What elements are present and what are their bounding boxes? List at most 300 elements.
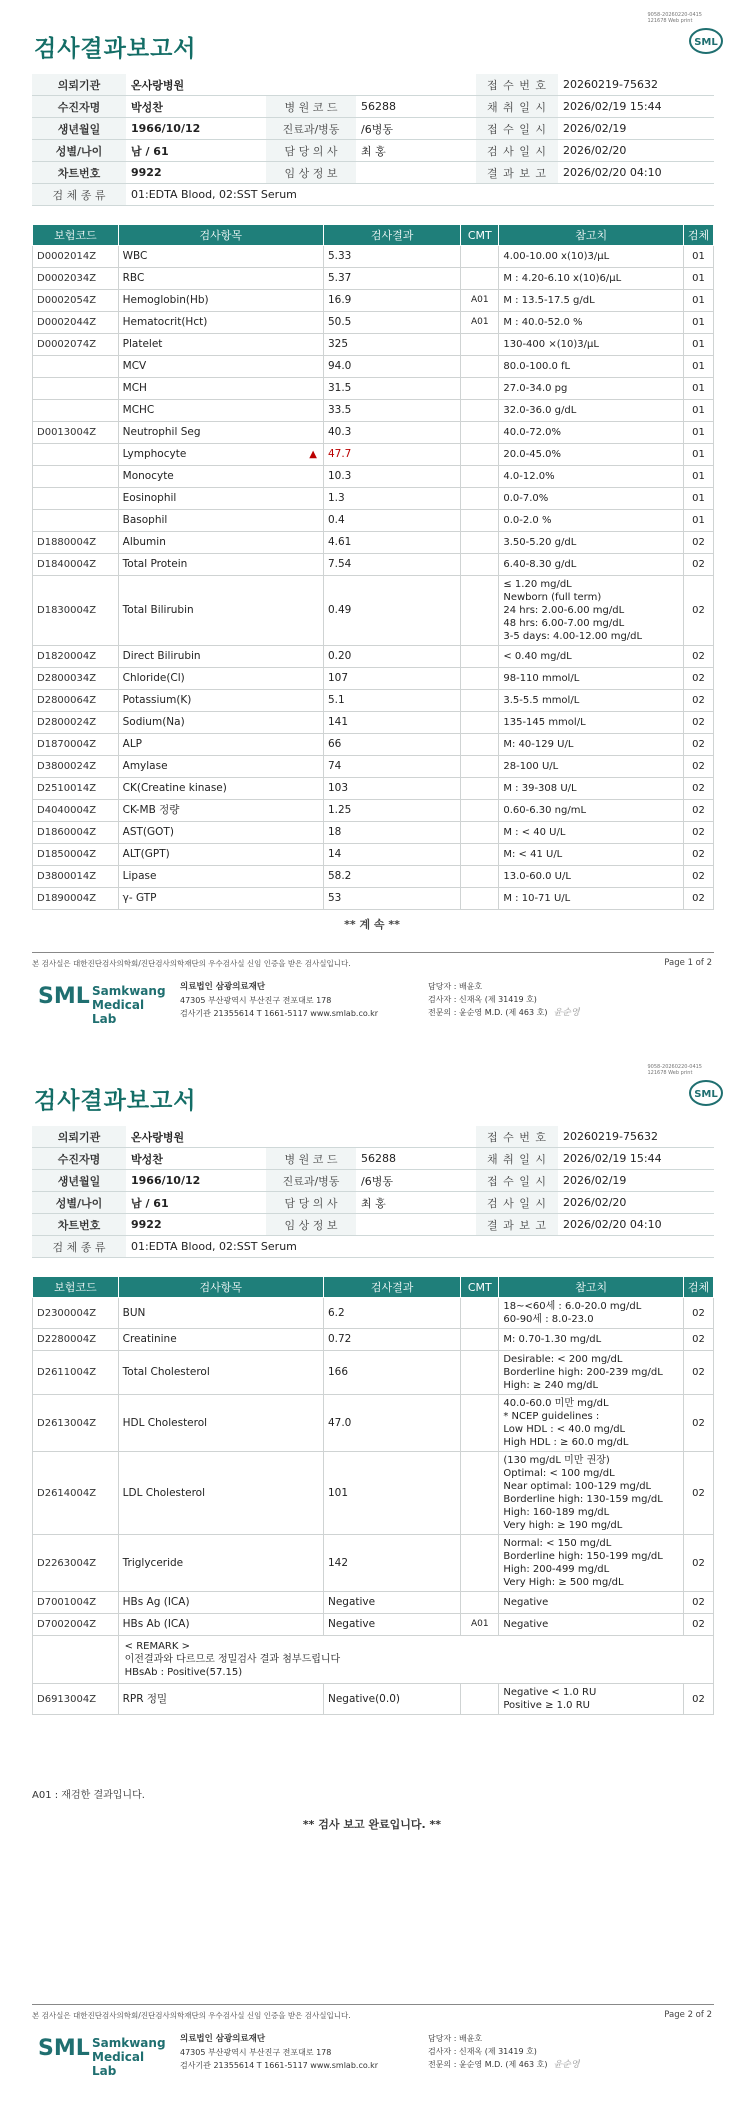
remark-row — [33, 1636, 714, 1684]
cell-result: 16.9 — [323, 290, 460, 312]
cell-result: Negative — [323, 1614, 460, 1636]
label-hospital-code: 병 원 코 드 — [266, 1148, 356, 1170]
table-row — [33, 1298, 714, 1329]
cell-code: D2263004Z — [33, 1535, 119, 1592]
table-row — [33, 866, 714, 888]
cell-reference: M : < 40 U/L — [499, 822, 684, 844]
cell-specimen: 01 — [684, 378, 714, 400]
table-row — [33, 822, 714, 844]
cell-specimen: 01 — [684, 334, 714, 356]
cell-item: Direct Bilirubin — [118, 646, 323, 668]
cell-specimen: 01 — [684, 466, 714, 488]
cell-item: HBs Ab (ICA) — [118, 1614, 323, 1636]
cell-item: HBs Ag (ICA) — [118, 1592, 323, 1614]
cell-reference: Negative < 1.0 RU Positive ≥ 1.0 RU — [499, 1684, 684, 1715]
label-collected: 채 취 일 시 — [476, 96, 558, 118]
cell-cmt: A01 — [461, 312, 499, 334]
cell-specimen: 02 — [684, 1614, 714, 1636]
label-hospital-code: 병 원 코 드 — [266, 96, 356, 118]
cell-item: Monocyte — [118, 466, 323, 488]
cell-specimen: 02 — [684, 844, 714, 866]
staff-manager: 담당자 : 배윤호 — [428, 982, 483, 991]
cell-result: 141 — [323, 712, 460, 734]
cell-cmt — [461, 778, 499, 800]
cell-cmt — [461, 422, 499, 444]
cell-specimen: 02 — [684, 888, 714, 910]
cell-reference: 40.0-60.0 미만 mg/dL * NCEP guidelines : Low HDL : < 40.0 mg/dL High HDL : ≥ 60.0 mg/dL — [499, 1395, 684, 1452]
cell-reference: 13.0-60.0 U/L — [499, 866, 684, 888]
cell-result: 325 — [323, 334, 460, 356]
footer-divider — [32, 2004, 714, 2005]
cell-item: Albumin — [118, 532, 323, 554]
table-row — [33, 268, 714, 290]
cell-result: 4.61 — [323, 532, 460, 554]
cell-specimen: 02 — [684, 668, 714, 690]
header-specimen: 검체 — [684, 225, 714, 246]
cell-result: 94.0 — [323, 356, 460, 378]
cell-item: Sodium(Na) — [118, 712, 323, 734]
cell-code — [33, 488, 119, 510]
table-row — [33, 356, 714, 378]
cell-code: D1820004Z — [33, 646, 119, 668]
page-title: 검사결과보고서 — [34, 36, 197, 62]
label-test-date: 검 사 일 시 — [476, 140, 558, 162]
samkwang-logo — [38, 2032, 166, 2078]
cell-specimen: 02 — [684, 734, 714, 756]
cell-reference: 20.0-45.0% — [499, 444, 684, 466]
table-row — [33, 1395, 714, 1452]
lab-contact: 검사기관 21355614 T 1661-5117 www.smlab.co.kr — [180, 1009, 379, 1018]
table-row — [33, 1351, 714, 1395]
label-specimen: 검 체 종 류 — [32, 1236, 126, 1258]
table-row — [33, 532, 714, 554]
cell-code: D1880004Z — [33, 532, 119, 554]
cell-code — [33, 510, 119, 532]
cell-specimen: 02 — [684, 712, 714, 734]
continued-note: ** 계 속 ** — [344, 918, 400, 931]
value-hospital-code: 56288 — [356, 96, 476, 118]
table-row — [33, 444, 714, 466]
cell-code: D0002054Z — [33, 290, 119, 312]
value-hospital-code: 56288 — [356, 1148, 476, 1170]
cell-code: D0002044Z — [33, 312, 119, 334]
cell-code: D2800034Z — [33, 668, 119, 690]
cell-cmt — [461, 246, 499, 268]
cell-item: ALT(GPT) — [118, 844, 323, 866]
logo-name-line2: Medical Lab — [92, 998, 145, 1026]
label-accession: 접 수 번 호 — [476, 74, 558, 96]
stamp-web-print: 121678 Web print — [647, 1070, 693, 1076]
cell-specimen: 02 — [684, 576, 714, 646]
cell-cmt — [461, 822, 499, 844]
cell-code: D2510014Z — [33, 778, 119, 800]
cell-reference: Desirable: < 200 mg/dL Borderline high: 200-239 mg/dL High: ≥ 240 mg/dL — [499, 1351, 684, 1395]
table-row — [33, 734, 714, 756]
patient-info-table — [32, 74, 714, 206]
header-reference: 참고치 — [499, 1277, 684, 1298]
logo-name — [92, 2036, 166, 2078]
value-department: /6병동 — [356, 1170, 476, 1192]
cell-item: CK-MB 정량 — [118, 800, 323, 822]
results-body-page-1 — [33, 246, 714, 910]
cell-code: D2613004Z — [33, 1395, 119, 1452]
cell-cmt — [461, 510, 499, 532]
value-specimen: 01:EDTA Blood, 02:SST Serum — [126, 1236, 714, 1258]
table-row — [33, 378, 714, 400]
results-body-page-2 — [33, 1298, 714, 1715]
label-institution: 의뢰기관 — [32, 74, 126, 96]
cell-specimen: 02 — [684, 690, 714, 712]
lab-info — [180, 2032, 378, 2072]
cell-reference: Negative — [499, 1592, 684, 1614]
cell-cmt — [461, 844, 499, 866]
cell-result: 0.4 — [323, 510, 460, 532]
cell-item: Amylase — [118, 756, 323, 778]
cell-cmt — [461, 888, 499, 910]
cell-reference: < 0.40 mg/dL — [499, 646, 684, 668]
cell-item: Creatinine — [118, 1329, 323, 1351]
cell-result: 0.72 — [323, 1329, 460, 1351]
cell-item: CK(Creatine kinase) — [118, 778, 323, 800]
page-number: Page 2 of 2 — [664, 2010, 712, 2020]
value-department: /6병동 — [356, 118, 476, 140]
cell-item: MCHC — [118, 400, 323, 422]
sml-logo-icon — [688, 26, 724, 56]
staff-manager: 담당자 : 배윤호 — [428, 2034, 483, 2043]
cell-cmt — [461, 576, 499, 646]
value-accession: 20260219-75632 — [558, 74, 714, 96]
cell-code — [33, 444, 119, 466]
certification-note: 본 검사실은 대한진단검사의학회/진단검사의학재단의 우수검사실 신임 인증을 받은 검사실입니다. — [32, 2011, 351, 2020]
table-row — [33, 888, 714, 910]
cell-code: D4040004Z — [33, 800, 119, 822]
table-row — [33, 488, 714, 510]
cell-result: 6.2 — [323, 1298, 460, 1329]
label-department: 진료과/병동 — [266, 118, 356, 140]
cell-item: RPR 정밀 — [118, 1684, 323, 1715]
samkwang-logo — [38, 980, 166, 1026]
cell-specimen: 02 — [684, 1329, 714, 1351]
cell-specimen: 01 — [684, 268, 714, 290]
label-chart-no: 차트번호 — [32, 1214, 126, 1236]
cell-reference: 4.0-12.0% — [499, 466, 684, 488]
value-collected: 2026/02/19 15:44 — [558, 1148, 714, 1170]
cell-cmt — [461, 268, 499, 290]
value-reported: 2026/02/20 04:10 — [558, 1214, 714, 1236]
cell-code — [33, 356, 119, 378]
table-row — [33, 1535, 714, 1592]
table-row — [33, 712, 714, 734]
cell-cmt: A01 — [461, 290, 499, 312]
lab-contact: 검사기관 21355614 T 1661-5117 www.smlab.co.kr — [180, 2061, 379, 2070]
cell-code — [33, 466, 119, 488]
cell-code — [33, 1636, 119, 1684]
results-table-page-2 — [32, 1276, 714, 1715]
cell-result: 166 — [323, 1351, 460, 1395]
cell-cmt — [461, 1592, 499, 1614]
label-institution: 의뢰기관 — [32, 1126, 126, 1148]
cell-item: Total Bilirubin — [118, 576, 323, 646]
value-institution: 온사랑병원 — [126, 1126, 476, 1148]
table-row — [33, 1684, 714, 1715]
cell-specimen: 01 — [684, 400, 714, 422]
cell-specimen: 02 — [684, 866, 714, 888]
cell-specimen: 01 — [684, 444, 714, 466]
cell-reference: 98-110 mmol/L — [499, 668, 684, 690]
cell-code: D1850004Z — [33, 844, 119, 866]
cell-cmt — [461, 444, 499, 466]
results-table-page-1 — [32, 224, 714, 910]
cell-code: D2614004Z — [33, 1452, 119, 1535]
label-received: 접 수 일 시 — [476, 118, 558, 140]
cell-reference: 6.40-8.30 g/dL — [499, 554, 684, 576]
cell-result: 1.3 — [323, 488, 460, 510]
cell-code: D1890004Z — [33, 888, 119, 910]
table-row — [33, 576, 714, 646]
cell-result: 74 — [323, 756, 460, 778]
cell-specimen: 02 — [684, 532, 714, 554]
table-row — [33, 778, 714, 800]
table-row — [33, 554, 714, 576]
cell-cmt — [461, 1298, 499, 1329]
print-stamp — [647, 1064, 702, 1076]
header-cmt: CMT — [461, 225, 499, 246]
cell-reference: M : 4.20-6.10 x(10)6/μL — [499, 268, 684, 290]
header-cmt: CMT — [461, 1277, 499, 1298]
value-accession: 20260219-75632 — [558, 1126, 714, 1148]
cell-code: D2300004Z — [33, 1298, 119, 1329]
cell-result: 5.37 — [323, 268, 460, 290]
cell-reference: 3.50-5.20 g/dL — [499, 532, 684, 554]
cell-specimen: 01 — [684, 246, 714, 268]
cell-cmt — [461, 1395, 499, 1452]
value-clinical-info — [356, 1214, 476, 1236]
logo-sml-text: SML — [38, 2036, 90, 2061]
value-chart-no: 9922 — [126, 1214, 266, 1236]
cell-reference: 18~<60세 : 6.0-20.0 mg/dL 60-90세 : 8.0-23.0 — [499, 1298, 684, 1329]
cell-result: 5.33 — [323, 246, 460, 268]
cell-result: 0.49 — [323, 576, 460, 646]
cell-cmt — [461, 356, 499, 378]
svg-text:SML: SML — [694, 37, 718, 48]
cell-cmt — [461, 712, 499, 734]
high-flag-icon: ▲ — [309, 449, 317, 460]
stamp-id: 9058-20260220-0415 — [647, 1064, 702, 1070]
cell-cmt — [461, 334, 499, 356]
logo-name — [92, 984, 166, 1026]
lab-org: 의료법인 삼광의료재단 — [180, 2034, 266, 2044]
label-accession: 접 수 번 호 — [476, 1126, 558, 1148]
cell-item: BUN — [118, 1298, 323, 1329]
cell-result: 10.3 — [323, 466, 460, 488]
print-stamp — [647, 12, 702, 24]
header-result: 검사결과 — [323, 225, 460, 246]
label-clinical-info: 임 상 정 보 — [266, 1214, 356, 1236]
label-birthdate: 생년월일 — [32, 1170, 126, 1192]
cell-item: Total Protein — [118, 554, 323, 576]
page-title: 검사결과보고서 — [34, 1088, 197, 1114]
cell-code: D3800014Z — [33, 866, 119, 888]
page-number: Page 1 of 2 — [664, 958, 712, 968]
cell-cmt — [461, 400, 499, 422]
cell-item: LDL Cholesterol — [118, 1452, 323, 1535]
header-code: 보험코드 — [33, 225, 119, 246]
cell-reference: 80.0-100.0 fL — [499, 356, 684, 378]
report-complete-note: ** 검사 보고 완료입니다. ** — [302, 1818, 442, 1831]
cell-item: γ- GTP — [118, 888, 323, 910]
cell-cmt — [461, 756, 499, 778]
label-sex-age: 성별/나이 — [32, 1192, 126, 1214]
staff-info — [428, 2032, 580, 2072]
cell-specimen: 02 — [684, 756, 714, 778]
header-item: 검사항목 — [118, 225, 323, 246]
cell-item: Eosinophil — [118, 488, 323, 510]
cell-code: D2800064Z — [33, 690, 119, 712]
lab-address: 47305 부산광역시 부산진구 전포대로 178 — [180, 2048, 332, 2057]
stamp-id: 9058-20260220-0415 — [647, 12, 702, 18]
logo-name-line2: Medical Lab — [92, 2050, 145, 2078]
cell-specimen: 02 — [684, 800, 714, 822]
cell-result: 142 — [323, 1535, 460, 1592]
lab-address: 47305 부산광역시 부산진구 전포대로 178 — [180, 996, 332, 1005]
cell-reference: (130 mg/dL 미만 권장) Optimal: < 100 mg/dL Near optimal: 100-129 mg/dL Borderline high: 130-159 mg/dL High: 160-189 mg/dL Very high: ≥ 190 mg/dL — [499, 1452, 684, 1535]
cell-cmt — [461, 690, 499, 712]
cell-reference: 32.0-36.0 g/dL — [499, 400, 684, 422]
header-item: 검사항목 — [118, 1277, 323, 1298]
label-doctor: 담 당 의 사 — [266, 140, 356, 162]
cell-item: MCV — [118, 356, 323, 378]
cell-code: D0002034Z — [33, 268, 119, 290]
value-patient-name: 박성찬 — [126, 1148, 266, 1170]
label-doctor: 담 당 의 사 — [266, 1192, 356, 1214]
value-test-date: 2026/02/20 — [558, 1192, 714, 1214]
cell-code: D1840004Z — [33, 554, 119, 576]
cell-item: Triglyceride — [118, 1535, 323, 1592]
label-patient-name: 수진자명 — [32, 96, 126, 118]
cell-reference: M : 13.5-17.5 g/dL — [499, 290, 684, 312]
staff-specialist: 전문의 : 윤순영 M.D. (제 463 호) — [428, 1008, 548, 1017]
cell-specimen: 02 — [684, 646, 714, 668]
cell-reference: Normal: < 150 mg/dL Borderline high: 150-199 mg/dL High: 200-499 mg/dL Very High: ≥ 500 mg/dL — [499, 1535, 684, 1592]
cell-item: Neutrophil Seg — [118, 422, 323, 444]
cell-result: 47.7 — [323, 444, 460, 466]
cell-reference: 28-100 U/L — [499, 756, 684, 778]
cell-item: AST(GOT) — [118, 822, 323, 844]
cell-code: D7002004Z — [33, 1614, 119, 1636]
cell-item: Potassium(K) — [118, 690, 323, 712]
cell-cmt — [461, 1684, 499, 1715]
logo-sml-text: SML — [38, 984, 90, 1009]
cmt-legend: A01 : 재검한 결과입니다. — [32, 1790, 145, 1801]
lab-org: 의료법인 삼광의료재단 — [180, 982, 266, 992]
cell-code — [33, 400, 119, 422]
cell-result: 103 — [323, 778, 460, 800]
header-specimen: 검체 — [684, 1277, 714, 1298]
cell-item: WBC — [118, 246, 323, 268]
cell-cmt — [461, 1535, 499, 1592]
value-institution: 온사랑병원 — [126, 74, 476, 96]
cell-cmt — [461, 1452, 499, 1535]
cell-specimen: 02 — [684, 1452, 714, 1535]
cell-specimen: 01 — [684, 510, 714, 532]
cell-result: 14 — [323, 844, 460, 866]
patient-info-table — [32, 1126, 714, 1258]
value-doctor: 최 홍 — [356, 140, 476, 162]
cell-item: ALP — [118, 734, 323, 756]
label-clinical-info: 임 상 정 보 — [266, 162, 356, 184]
value-chart-no: 9922 — [126, 162, 266, 184]
cell-code: D2611004Z — [33, 1351, 119, 1395]
cell-code: D1830004Z — [33, 576, 119, 646]
value-test-date: 2026/02/20 — [558, 140, 714, 162]
cell-specimen: 02 — [684, 1684, 714, 1715]
lab-info — [180, 980, 378, 1020]
cell-specimen: 01 — [684, 290, 714, 312]
cell-specimen: 02 — [684, 1592, 714, 1614]
cell-item: Platelet — [118, 334, 323, 356]
cell-reference: 0.60-6.30 ng/mL — [499, 800, 684, 822]
cell-result: 58.2 — [323, 866, 460, 888]
report-page-2 — [0, 1052, 744, 2104]
cell-cmt — [461, 1351, 499, 1395]
remark-text: < REMARK > 이전결과와 다르므로 정밀검사 결과 첨부드립니다 HBsAb : Positive(57.15) — [118, 1636, 713, 1684]
signature: 윤순영 — [553, 1008, 580, 1018]
cell-code: D0002074Z — [33, 334, 119, 356]
value-doctor: 최 홍 — [356, 1192, 476, 1214]
cell-code: D1860004Z — [33, 822, 119, 844]
value-birthdate: 1966/10/12 — [126, 1170, 266, 1192]
cell-reference: 27.0-34.0 pg — [499, 378, 684, 400]
value-patient-name: 박성찬 — [126, 96, 266, 118]
cell-item: Chloride(Cl) — [118, 668, 323, 690]
table-row — [33, 1592, 714, 1614]
cell-specimen: 01 — [684, 312, 714, 334]
cell-result: 47.0 — [323, 1395, 460, 1452]
table-row — [33, 290, 714, 312]
cell-item: HDL Cholesterol — [118, 1395, 323, 1452]
cell-reference: 4.00-10.00 x(10)3/μL — [499, 246, 684, 268]
cell-cmt — [461, 554, 499, 576]
cell-reference: 3.5-5.5 mmol/L — [499, 690, 684, 712]
logo-name-line1: Samkwang — [92, 984, 166, 998]
cell-result: 18 — [323, 822, 460, 844]
table-row — [33, 334, 714, 356]
cell-cmt — [461, 1329, 499, 1351]
cell-cmt — [461, 488, 499, 510]
certification-note: 본 검사실은 대한진단검사의학회/진단검사의학재단의 우수검사실 신임 인증을 받은 검사실입니다. — [32, 959, 351, 968]
cell-code: D6913004Z — [33, 1684, 119, 1715]
cell-reference: M: 0.70-1.30 mg/dL — [499, 1329, 684, 1351]
signature: 윤순영 — [553, 2060, 580, 2070]
cell-specimen: 02 — [684, 1395, 714, 1452]
value-received: 2026/02/19 — [558, 118, 714, 140]
cell-cmt — [461, 668, 499, 690]
cell-specimen: 01 — [684, 356, 714, 378]
table-row — [33, 422, 714, 444]
cell-result: Negative(0.0) — [323, 1684, 460, 1715]
header-result: 검사결과 — [323, 1277, 460, 1298]
cell-item: Hematocrit(Hct) — [118, 312, 323, 334]
cell-result: 50.5 — [323, 312, 460, 334]
footer-divider — [32, 952, 714, 953]
cell-result: 1.25 — [323, 800, 460, 822]
cell-cmt — [461, 734, 499, 756]
cell-result: 53 — [323, 888, 460, 910]
table-row — [33, 756, 714, 778]
cell-code: D2800024Z — [33, 712, 119, 734]
label-collected: 채 취 일 시 — [476, 1148, 558, 1170]
value-reported: 2026/02/20 04:10 — [558, 162, 714, 184]
